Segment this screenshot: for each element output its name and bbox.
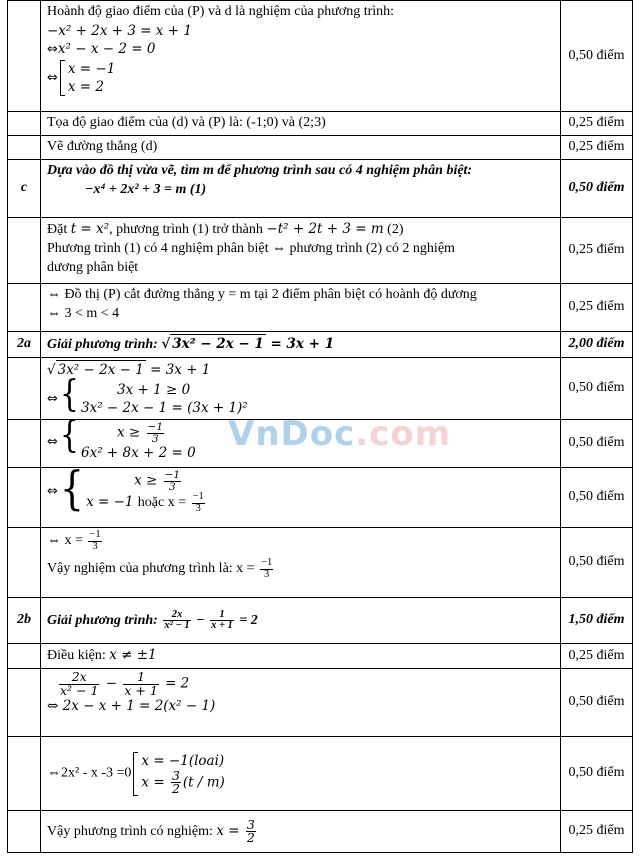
score: 0,25 điểm — [561, 811, 633, 853]
score: 0,50 điểm — [561, 669, 633, 737]
score: 0,50 điểm — [561, 528, 633, 598]
part-label: 2a — [8, 332, 41, 358]
score: 0,25 điểm — [561, 136, 633, 160]
score: 0,50 điểm — [561, 737, 633, 811]
solution-table — [7, 0, 633, 853]
table-row: 2a Giải phương trình: √ 3x² − 2x − 1 = 3x + 1 2,00 điểm — [8, 332, 633, 358]
score: 2,00 điểm — [561, 332, 633, 358]
score: 0,50 điểm — [561, 468, 633, 528]
table-row: √ 3x² − 2x − 1 = 3x + 1 ⇔ { 3x + 1 ≥ 0 3x² − 2x − 1 = (3x + 1)² 0,50 điểm — [8, 358, 633, 420]
part-label: 2b — [8, 598, 41, 644]
table-row: c Dựa vào đồ thị vừa vẽ, tìm m để phương trình sau có 4 nghiệm phân biệt: −x⁴ + 2x² + 3 = m (1) 0,50 điểm — [8, 160, 633, 218]
table-row: Tọa độ giao điểm của (d) và (P) là: (-1;0) và (2;3) 0,25 điểm — [8, 112, 633, 136]
watermark: VnDoc.com — [228, 414, 452, 454]
table-row: 2b Giải phương trình: $\frac{2x}{\text{x² − 1}}$ − $\frac{1}{x + 1}$ = 2 1,50 điểm — [8, 598, 633, 644]
table-row: ⇔ Đồ thị (P) cắt đường thẳng y = m tại 2 điểm phân biệt có hoành độ dương ⇔ 3 < m < 4 0,25 điểm — [8, 284, 633, 332]
part-label: c — [8, 160, 41, 218]
score: 0,25 điểm — [561, 112, 633, 136]
score: 1,50 điểm — [561, 598, 633, 644]
score: 0,25 điểm — [561, 644, 633, 669]
table-row: ⇔2x² - x -3 =0 x = −1(loai) x = $\frac{3}{2}$ (t / m) 0,50 điểm — [8, 737, 633, 811]
score: 0,50 điểm — [561, 160, 633, 218]
table-row: Đặt t = x², phương trình (1) trở thành −t² + 2t + 3 = m (2) Phương trình (1) có 4 nghiệm phân biệt ⇔ phương trình (2) có 2 nghiệm dương phân biệt 0,25 điểm — [8, 218, 633, 284]
table-row — [8, 1, 633, 112]
score: 0,50 điểm — [561, 358, 633, 420]
table-row: Vẽ đường thẳng (d) 0,25 điểm — [8, 136, 633, 160]
answer-cell: Hoành độ giao điểm của (P) và d là nghiệm của phương trình: −x² + 2x + 3 = x + 1 ⇔x² − x − 2 = 0 ⇔ x = −1 x = 2 — [41, 1, 561, 112]
table-row: ⇔ { x ≥ $\frac{-1}{3}$ x = −1 hoặc x = $\frac{-1}{3}$ 0,50 điểm — [8, 468, 633, 528]
score: 0,25 điểm — [561, 284, 633, 332]
score: 0,25 điểm — [561, 218, 633, 284]
score: 0,50 điểm — [561, 1, 633, 112]
table-row: Vậy phương trình có nghiệm: x = $\frac{3}{2}$ 0,25 điểm — [8, 811, 633, 853]
table-row: $\frac{2x}{\text{x² − 1}}$ − $\frac{1}{x + 1}$ = 2 ⇔ 2x − x + 1 = 2(x² − 1) 0,50 điểm — [8, 669, 633, 737]
table-row: Điều kiện: x ≠ ±1 0,25 điểm — [8, 644, 633, 669]
table-row: ⇔ { x ≥ $\frac{-1}{3}$ 6x² + 8x + 2 = 0 0,50 điểm — [8, 420, 633, 468]
score: 0,50 điểm — [561, 420, 633, 468]
table-row: ⇔ x = $\frac{-1}{3}$ Vậy nghiệm của phương trình là: x = $\frac{-1}{3}$ 0,50 điểm — [8, 528, 633, 598]
